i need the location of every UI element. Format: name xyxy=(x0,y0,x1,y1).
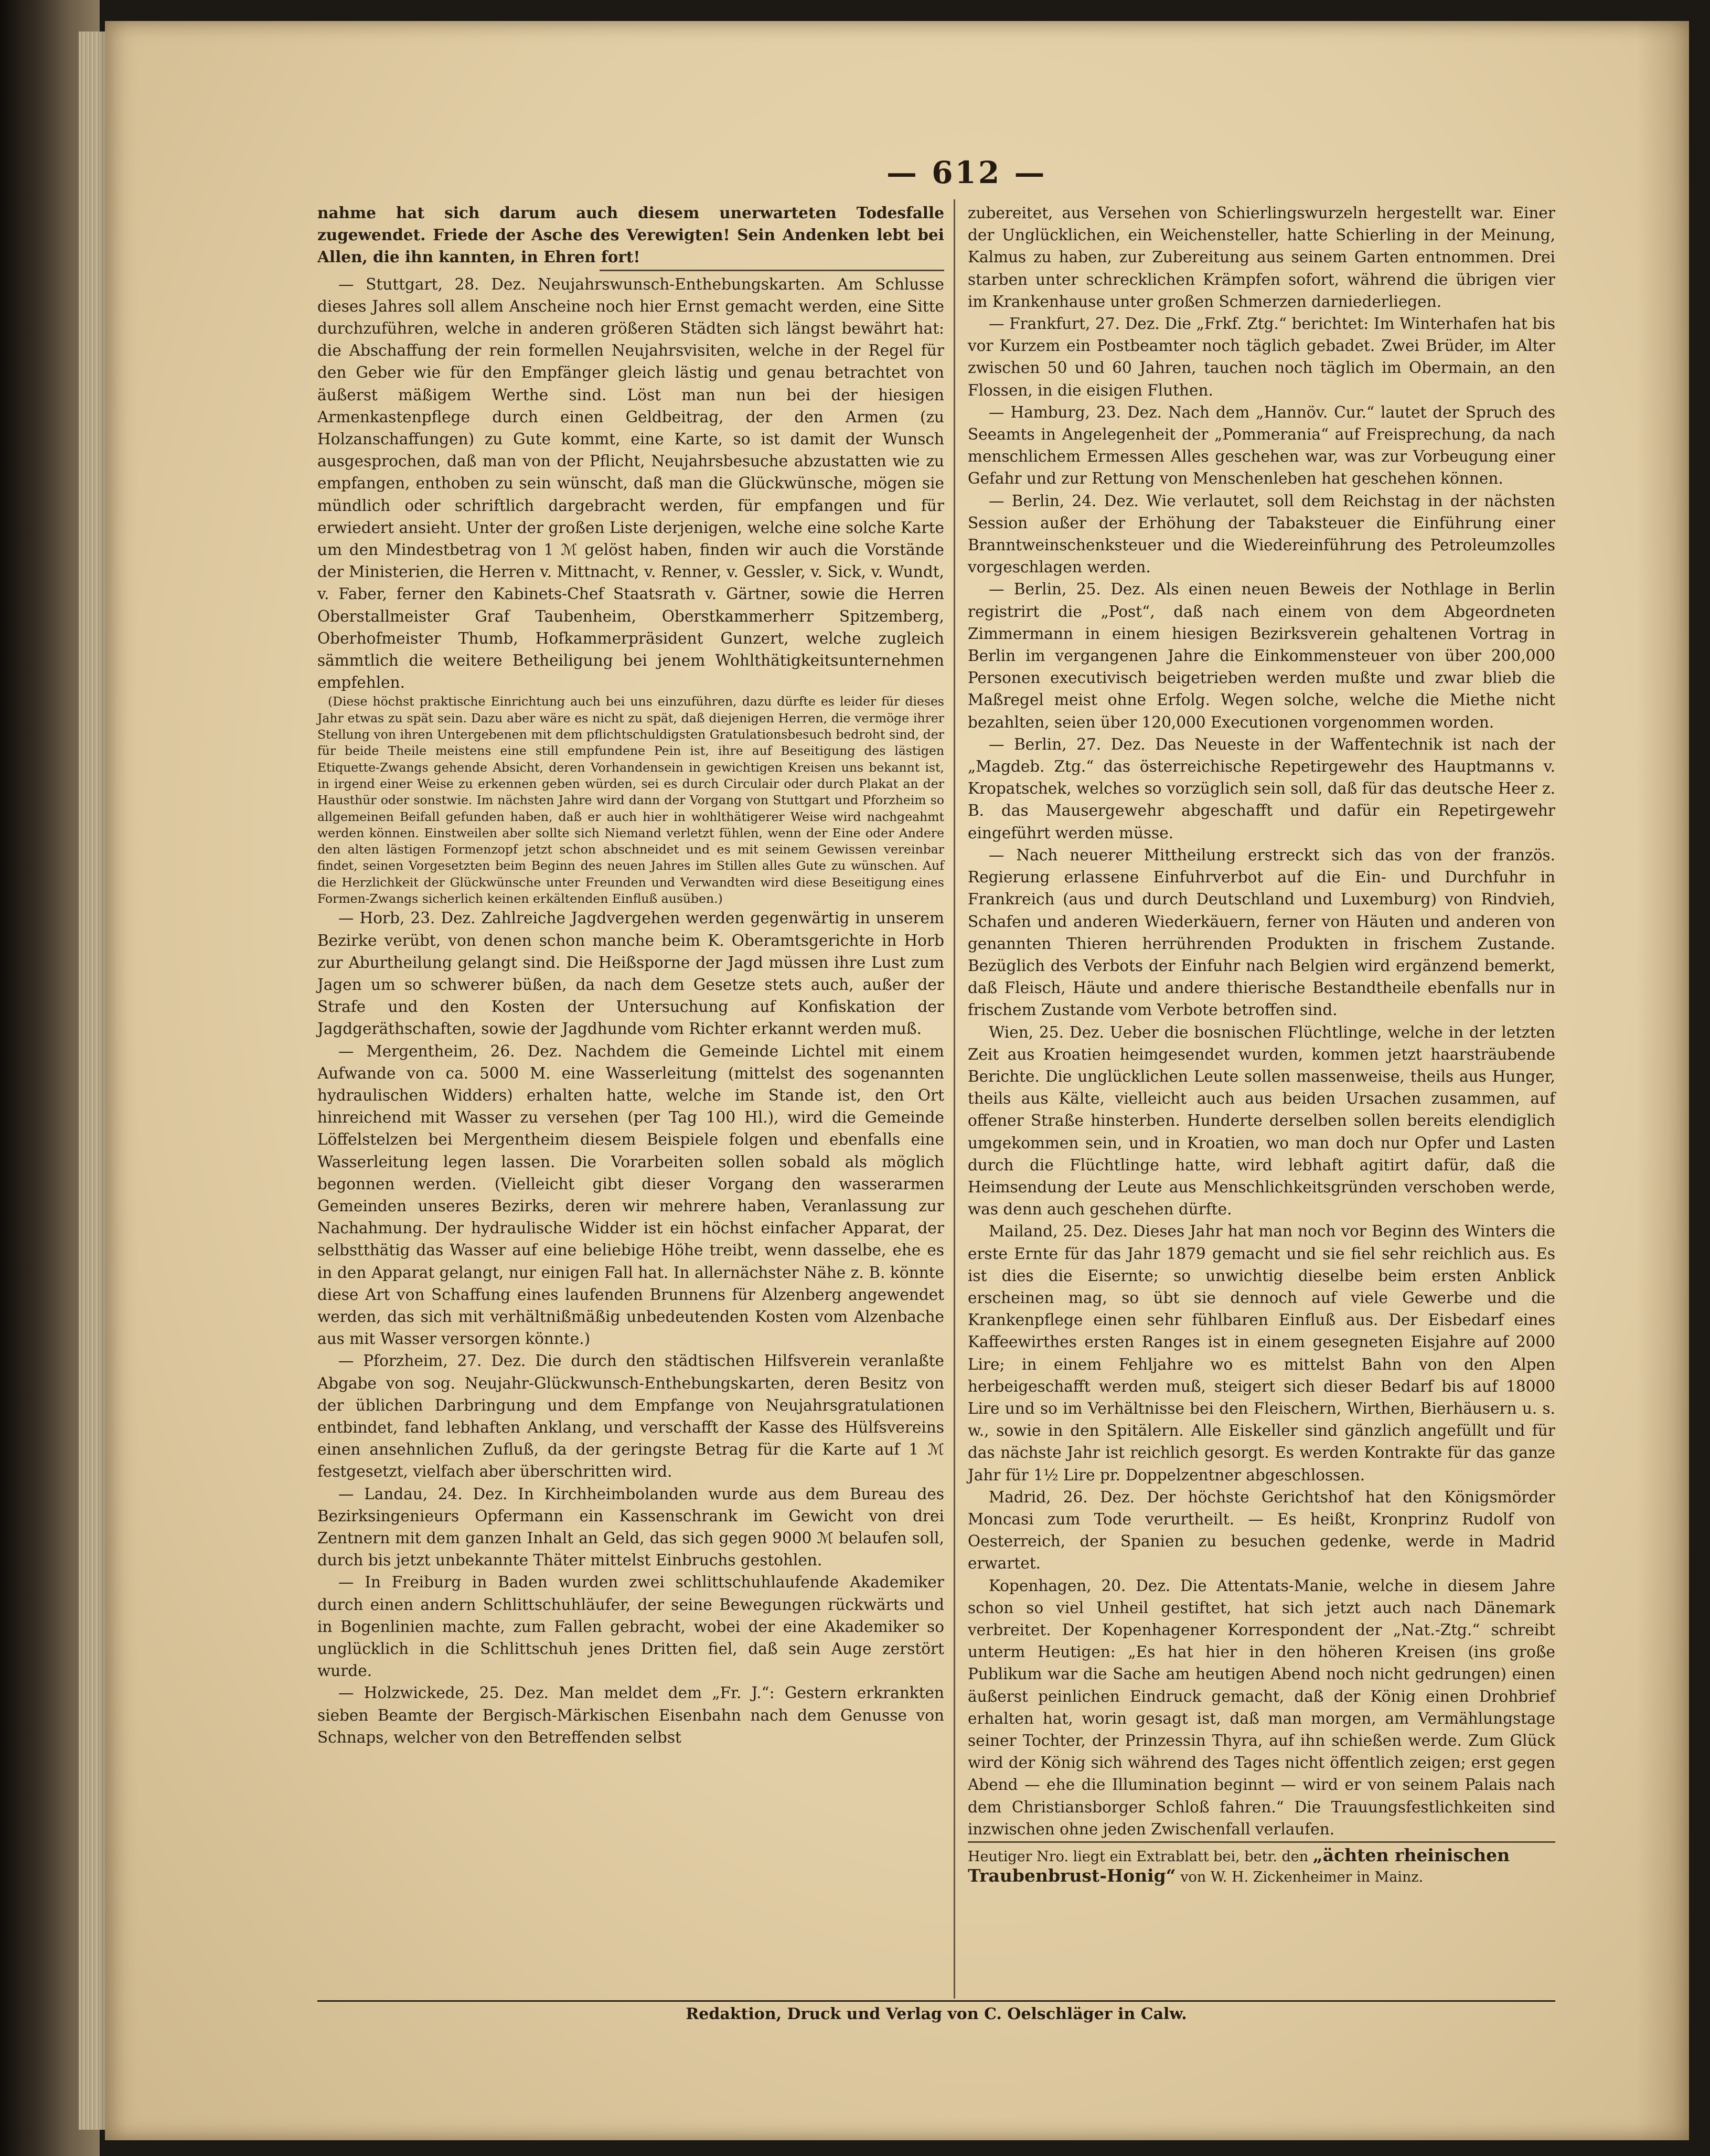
notice-line-1: Heutiger Nro. liegt ein Extrablatt bei, betr. den xyxy=(968,1849,1309,1865)
article-holzwickede-cont: zubereitet, aus Versehen von Schierlingswurzeln hergestellt war. Einer der Unglücklichen, ein Weichensteller, hatte Schierling in der Meinung, Kalmus zu haben, zur Zubereitung aus seinem Garten entnommen. Drei starben unter schrecklichen Krämpfen sofort, während die übrigen vier im Krankenhause unter großen Schmerzen darniederliegen. xyxy=(968,204,1555,311)
article-landau: — Landau, 24. Dez. In Kirchheimbolanden wurde aus dem Bureau des Bezirksingenieurs Opfermann ein Kassenschrank im Gewicht von drei Zentnern mit dem ganzen Inhalt an Geld, das sich gegen 9000 ℳ belaufen soll, durch bis jetzt unbekannte Thäter mittelst Einbruchs gestohlen. xyxy=(317,1485,944,1570)
page-number: — 612 — xyxy=(886,155,1047,190)
article-madrid: Madrid, 26. Dez. Der höchste Gerichtshof hat den Königsmörder Moncasi zum Tode verurtheilt. — Es heißt, Kronprinz Rudolf von Oesterreich, der Spanien zu besuchen gedenke, werde in Madrid erwartet. xyxy=(968,1488,1555,1573)
right-column xyxy=(968,202,1555,1887)
article-frankfurt: — Frankfurt, 27. Dez. Die „Frkf. Ztg.“ berichtet: Im Winterhafen hat bis vor Kurzem ein Postbeamter noch täglich gebadet. Zwei Brüder, im Alter zwischen 50 und 60 Jahren, tauchen noch täglich im Obermain, an den Flossen, in die eisigen Fluthen. xyxy=(968,315,1555,399)
article-mailand: Mailand, 25. Dez. Dieses Jahr hat man noch vor Beginn des Winters die erste Ernte für das Jahr 1879 gemacht und sie fiel sehr reichlich aus. Es ist dies die Eisernte; so unwichtig dieselbe beim ersten Anblick erscheinen mag, so übt sie dennoch auf viele Gewerbe und die Krankenpflege einen sehr fühlbaren Einfluß aus. Der Eisbedarf eines Kaffeewirthes ersten Ranges ist in einem gesegneten Eisjahre auf 2000 Lire; in einem Fehljahre wo es mittelst Bahn von den Alpen herbeigeschafft werden muß, steigert sich dieser Bedarf bis auf 18000 Lire und so im Verhältnisse bei den Fleischern, Wirthen, Bierhäusern u. s. w., sowie in den Spitälern. Alle Eiskeller sind gänzlich angefüllt und für das nächste Jahr ist reichlich gesorgt. Es werden Kontrakte für das ganze Jahr für 1½ Lire pr. Doppelzentner abgeschlossen. xyxy=(968,1222,1555,1484)
footer-rule xyxy=(317,2000,1555,2002)
article-berlin-25: — Berlin, 25. Dez. Als einen neuen Beweis der Nothlage in Berlin registrirt die „Post“, daß nach einem von dem Abgeordneten Zimmermann in einem hiesigen Bezirksverein gehaltenen Vortrag in Berlin im vergangenen Jahre die Einkommensteuer von über 200,000 Personen executivisch beigetrieben werden mußte und zwar blieb die Maßregel meist ohne Erfolg. Wegen solche, welche die Miethe nicht bezahlten, seien über 120,000 Executionen vorgenommen worden. xyxy=(968,580,1555,731)
article-lead: nahme hat sich darum auch diesem unerwarteten Todesfalle zugewendet. Friede der Asche des Verewigten! Sein Andenken lebt bei Allen, die ihn kannten, in Ehren fort! xyxy=(317,204,944,266)
notice-highlight-2: Traubenbrust-Honig“ xyxy=(968,1865,1176,1886)
supplement-notice xyxy=(968,1846,1555,1887)
notice-divider xyxy=(968,1841,1555,1843)
article-hamburg: — Hamburg, 23. Dez. Nach dem „Hannöv. Cur.“ lautet der Spruch des Seeamts in Angelegenheit der „Pommerania“ auf Freisprechung, da nach menschlichem Ermessen Alles geschehen war, was zur Vorbeugung einer Gefahr und zur Rettung von Menschenleben hat geschehen können. xyxy=(968,403,1555,488)
article-berlin-24: — Berlin, 24. Dez. Wie verlautet, soll dem Reichstag in der nächsten Session außer der Erhöhung der Tabaksteuer die Einführung einer Branntweinschenksteuer und die Wiedereinführung des Petroleumzolles vorgeschlagen werden. xyxy=(968,492,1555,577)
article-freiburg: — In Freiburg in Baden wurden zwei schlittschuhlaufende Akademiker durch einen andern Schlittschuhläufer, der seine Bewegungen rückwärts und in Bogenlinien machte, zum Fallen gebracht, wobei der eine Akademiker so unglücklich in die Schlittschuh jenes Dritten fiel, daß sein Auge zerstört wurde. xyxy=(317,1573,944,1680)
page-right-shadow xyxy=(1637,21,1689,2140)
article-horb: — Horb, 23. Dez. Zahlreiche Jagdvergehen werden gegenwärtig in unserem Bezirke verübt, von denen schon manche beim K. Oberamtsgerichte in Horb zur Aburtheilung gelangt sind. Die Heißsporne der Jagd müssen ihre Lust zum Jagen um so schwerer büßen, da nach dem Gesetze stets auch, außer der Strafe und den Kosten der Untersuchung auf Konfiskation der Jagdgeräthschaften, sowie der Jagdhunde vom Richter erkannt werden muß. xyxy=(317,909,944,1038)
notice-line-2: von W. H. Zickenheimer in Mainz. xyxy=(1180,1869,1424,1886)
article-mergentheim: — Mergentheim, 26. Dez. Nachdem die Gemeinde Lichtel mit einem Aufwande von ca. 5000 M. eine Wasserleitung (mittelst des sogenannten hydraulischen Widders) erhalten hatte, welche im Stande ist, den Ort hinreichend mit Wasser zu versehen (per Tag 100 Hl.), wird die Gemeinde Löffelstelzen bei Mergentheim diesem Beispiele folgen und ebenfalls eine Wasserleitung legen lassen. Die Vorarbeiten sollen sobald als möglich begonnen werden. (Vielleicht gibt dieser Vorgang den wasserarmen Gemeinden unseres Bezirks, deren wir mehrere haben, Veranlassung zur Nachahmung. Der hydraulische Widder ist ein höchst einfacher Apparat, der selbstthätig das Wasser auf eine beliebige Höhe treibt, wenn dasselbe, ehe es in den Apparat gelangt, nur einigen Fall hat. In allernächster Nähe z. B. könnte diese Art von Schaffung eines laufenden Brunnens für Alzenberg angewendet werden, das sich mit verhältnißmäßig unbedeutenden Kosten vom Alzenbache aus mit Wasser versorgen könnte.) xyxy=(317,1042,944,1348)
section-divider xyxy=(600,270,944,271)
notice-highlight-1: „ächten rheinischen xyxy=(1312,1845,1510,1866)
article-stuttgart: — Stuttgart, 28. Dez. Neujahrswunsch-Enthebungskarten. Am Schlusse dieses Jahres soll allem Anscheine noch hier Ernst gemacht werden, eine Sitte durchzuführen, welche in anderen größeren Städten sich längst bewährt hat: die Abschaffung der rein formellen Neujahrsvisiten, welche in der Regel für den Geber wie für den Empfänger gleich lästig und genau betrachtet von äußerst mäßigem Werthe sind. Löst man nun bei der hiesigen Armenkastenpflege durch einen Geldbeitrag, der den Armen (zu Holzanschaffungen) zu Gute kommt, eine Karte, so ist damit der Wunsch ausgesprochen, daß man von der Pflicht, Neujahrsbesuche abzustatten wie zu empfangen, enthoben zu sein wünscht, daß man die Glückwünsche, mögen sie mündlich oder schriftlich dargebracht werden, für empfangen und für erwiedert ansieht. Unter der großen Liste derjenigen, welche eine solche Karte um den Mindestbetrag von 1 ℳ gelöst haben, finden wir auch die Vorstände der Ministerien, die Herren v. Mittnacht, v. Renner, v. Gessler, v. Sick, v. Wundt, v. Faber, ferner den Kabinets-Chef Staatsrath v. Gärtner, sowie die Herren Oberstallmeister Graf Taubenheim, Oberstkammerherr Spitzemberg, Oberhofmeister Thumb, Hofkammerpräsident Gunzert, welche zugleich sämmtlich die weitere Betheiligung bei jenem Wohlthätigkeitsunternehmen empfehlen. xyxy=(317,275,944,692)
article-berlin-27: — Berlin, 27. Dez. Das Neueste in der Waffentechnik ist nach der „Magdeb. Ztg.“ das österreichische Repetirgewehr des Hauptmanns v. Kropatschek, welches so vorzüglich sein soll, daß für das deutsche Heer z. B. das Mausergewehr abgeschafft und dafür ein Repetirgewehr eingeführt werden müsse. xyxy=(968,735,1555,842)
article-wien: Wien, 25. Dez. Ueber die bosnischen Flüchtlinge, welche in der letzten Zeit aus Kroatien heimgesendet wurden, kommen jetzt haarsträubende Berichte. Die unglücklichen Leute sollen massenweise, theils aus Hunger, theils aus Kälte, vielleicht auch aus beiden Ursachen zusammen, auf offener Straße hinsterben. Hunderte derselben sollen bereits elendiglich umgekommen sein, und in Kroatien, wo man doch nur Opfer und Lasten durch die Flüchtlinge hatte, wird lebhaft agitirt dafür, daß die Heimsendung der Leute aus Menschlichkeitsgründen verschoben werde, was denn auch geschehen dürfte. xyxy=(968,1023,1555,1219)
article-pforzheim: — Pforzheim, 27. Dez. Die durch den städtischen Hilfsverein veranlaßte Abgabe von sog. Neujahr-Glückwunsch-Enthebungskarten, deren Besitz von der üblichen Darbringung und dem Empfange von Neujahrsgratulationen entbindet, fand lebhaften Anklang, und verschafft der Kasse des Hülfsvereins einen ansehnlichen Zufluß, da der geringste Betrag für die Karte auf 1 ℳ festgesetzt, vielfach aber überschritten wird. xyxy=(317,1352,944,1481)
column-divider xyxy=(954,199,955,1999)
article-stuttgart-note: (Diese höchst praktische Einrichtung auch bei uns einzuführen, dazu dürfte es leider für dieses Jahr etwas zu spät sein. Dazu aber wäre es nicht zu spät, daß diejenigen Herren, die vermöge ihrer Stellung von ihren Untergebenen mit dem pflichtschuldigsten Gratulationsbesuch bedroht sind, der für beide Theile meistens eine still empfundene Pein ist, ihre auf Beseitigung des lästigen Etiquette-Zwangs gehende Absicht, deren Vorhandensein in gewichtigen Kreisen uns bekannt ist, in irgend einer Weise zu erkennen geben würden, sei es durch Circulair oder durch Plakat an der Hausthür oder sonstwie. Im nächsten Jahre wird dann der Vorgang von Stuttgart und Pforzheim so allgemeinen Beifall gefunden haben, daß er auch hier in wohlthätigerer Weise wird nachgeahmt werden können. Einstweilen aber sollte sich Niemand verletzt fühlen, wenn der Eine oder Andere den alten lästigen Formenzopf jetzt schon abschneidet und es mit seinem Gewissen vereinbar findet, seinen Vorgesetzten beim Beginn des neuen Jahres im Stillen alles Gute zu wünschen. Auf die Herzlichkeit der Glückwünsche unter Freunden und Verwandten wird diese Beseitigung eines Formen-Zwangs sicherlich keinen erkältenden Einfluß ausüben.) xyxy=(317,694,944,906)
article-kopenhagen: Kopenhagen, 20. Dez. Die Attentats-Manie, welche in diesem Jahre schon so viel Unheil gestiftet, hat sich jetzt auch nach Dänemark verbreitet. Der Kopenhagener Korrespondent der „Nat.-Ztg.“ schreibt unterm Heutigen: „Es hat hier in den höheren Kreisen (ins große Publikum war die Sache am heutigen Abend noch nicht gedrungen) einen äußerst peinlichen Eindruck gemacht, daß der König einen Drohbrief erhalten hat, worin gesagt ist, daß man morgen, am Vermählungstage seiner Tochter, der Prinzessin Thyra, auf ihn schießen werde. Zum Glück wird der König sich während des Tages nicht öffentlich zeigen; erst gegen Abend — ehe die Illumination beginnt — wird er von seinem Palais nach dem Christiansborger Schloß fahren.“ Die Trauungsfestlichkeiten sind inzwischen ohne jeden Zwischenfall verlaufen. xyxy=(968,1576,1555,1838)
article-france-import-ban: — Nach neuerer Mittheilung erstreckt sich das von der französ. Regierung erlassene Einfuhrverbot auf die Ein- und Durchfuhr in Frankreich (aus und durch Deutschland und Luxemburg) von Rindvieh, Schafen und anderen Wiederkäuern, ferner von Häuten und anderen von genannten Thieren herrührenden Produkten in frischem Zustande. Bezüglich des Verbots der Einfuhr nach Belgien wird ergänzend bemerkt, daß Fleisch, Häute und andere thierische Bestandtheile ebenfalls nur in frischem Zustande vom Verbote betroffen sind. xyxy=(968,846,1555,1019)
article-holzwickede: — Holzwickede, 25. Dez. Man meldet dem „Fr. J.“: Gestern erkrankten sieben Beamte der Bergisch-Märkischen Eisenbahn nach dem Genusse von Schnaps, welcher von den Betreffenden selbst xyxy=(317,1684,944,1746)
left-column xyxy=(317,202,944,1748)
publisher-footer: Redaktion, Druck und Verlag von C. Oelschläger in Calw. xyxy=(686,2005,1187,2023)
